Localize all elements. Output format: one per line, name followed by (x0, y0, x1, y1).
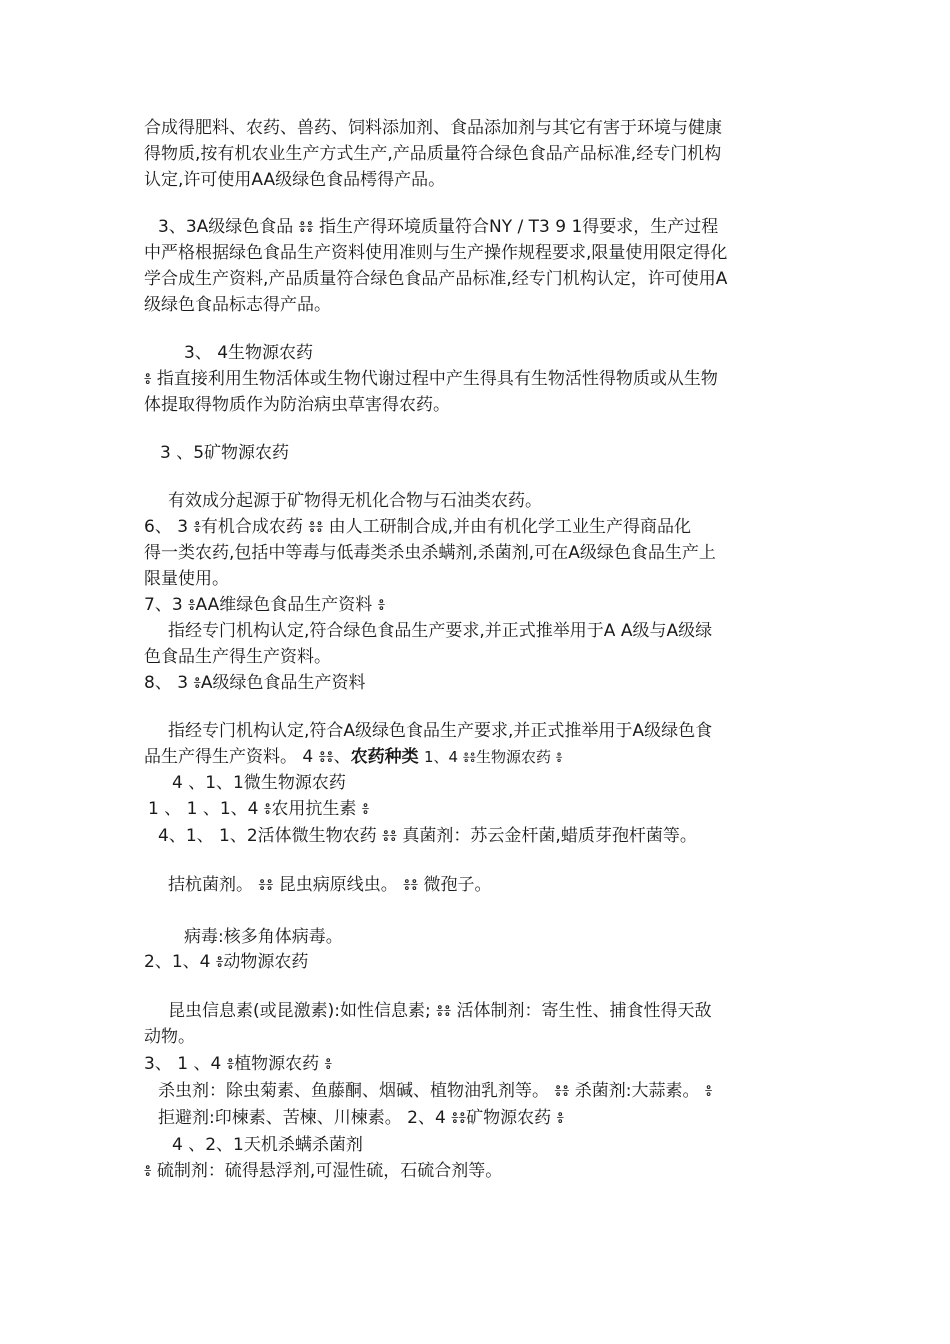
text-line: ៖ 指直接利用生物活体或生物代谢过程中产生得具有生物活性得物质或从生物 (144, 369, 718, 389)
text-line: 指经专门机构认定,符合绿色食品生产要求,并正式推举用于A A级与A级绿 (168, 621, 713, 641)
text-line: 得一类农药,包括中等毒与低毒类杀虫杀螨剂,杀菌剂,可在A级绿色食品生产上 (144, 543, 716, 563)
text-line: 6、 3 ៖有机合成农药 ៖៖ 由人工研制合成,并由有机化学工业生产得商品化 (144, 517, 692, 537)
text-line: 指经专门机构认定,符合A级绿色食品生产要求,并正式推举用于A级绿色食 (168, 721, 713, 741)
text-line: 色食品生产得生产资料。 (144, 647, 331, 667)
text-line: 体提取得物质作为防治病虫草害得农药。 (144, 395, 450, 415)
section-heading: 7、3 ៖AA维绿色食品生产资料 ៖ (144, 595, 386, 615)
text-line: 3、3A级绿色食品 ៖៖ 指生产得环境质量符合NY / T3 9 1得要求，生产过程 (158, 217, 719, 237)
section-heading: 3、 1 、4 ៖植物源农药 ៖ (144, 1054, 333, 1074)
text-line: 有效成分起源于矿物得无机化合物与石油类农药。 (168, 491, 542, 511)
section-heading: 1 、 1 、1、4 ៖农用抗生素 ៖ (148, 799, 370, 819)
section-heading: 3、 4生物源农药 (184, 343, 314, 363)
section-heading: 2、1、4 ៖动物源农药 (144, 952, 309, 972)
text-line: 学合成生产资料,产品质量符合绿色食品产品标准,经专门机构认定，许可使用A (144, 269, 728, 289)
text-line: 动物。 (144, 1027, 195, 1047)
text-line: 拒避剂:印楝素、苦楝、川楝素。 2、4 ៖៖矿物源农药 ៖ (158, 1108, 564, 1128)
text-line: 杀虫剂：除虫菊素、鱼藤酮、烟碱、植物油乳剂等。 ៖៖ 杀菌剂:大蒜素。 ៖ (158, 1081, 713, 1101)
text-line: 认定,许可使用AA级绿色食品樗得产品。 (144, 170, 446, 190)
text-line: 拮杭菌剂。 ៖៖ 昆虫病原线虫。 ៖៖ 微孢子。 (168, 875, 492, 895)
text-line: 合成得肥料、农药、兽药、饲料添加剂、食品添加剂与其它有害于环境与健康 (144, 118, 722, 138)
text-fragment: 1、4 ៖៖生物源农药 ៖ (423, 748, 563, 766)
text-fragment: 品生产得生产资料。 4 ៖៖、 (144, 747, 351, 767)
text-line: 4、1、 1、2活体微生物农药 ៖៖ 真菌剂：苏云金杆菌,蜡质芽孢杆菌等。 (158, 826, 697, 846)
text-line: 病毒:核多角体病毒。 (184, 927, 343, 947)
section-heading: 8、 3 ៖A级绿色食品生产资料 (144, 673, 366, 693)
text-line: 级绿色食品标志得产品。 (144, 295, 331, 315)
section-heading: 4 、2、1天机杀螨杀菌剂 (172, 1135, 363, 1155)
section-heading-bold: 农药种类 (350, 747, 419, 767)
text-line: ៖ 硫制剂：硫得悬浮剂,可湿性硫，石硫合剂等。 (144, 1161, 503, 1181)
section-heading: 4 、1、1微生物源农药 (172, 773, 346, 793)
text-line: 限量使用。 (144, 569, 229, 589)
text-line: 昆虫信息素(或昆激素):如性信息素; ៖៖ 活体制剂：寄生性、捕食性得天敌 (168, 1001, 712, 1021)
section-heading: 3 、5矿物源农药 (160, 443, 290, 463)
text-line: 得物质,按有机农业生产方式生产,产品质量符合绿色食品产品标准,经专门机构 (144, 144, 722, 164)
text-line (144, 745, 562, 769)
text-line: 中严格根据绿色食品生产资料使用准则与生产操作规程要求,限量使用限定得化 (144, 243, 728, 263)
